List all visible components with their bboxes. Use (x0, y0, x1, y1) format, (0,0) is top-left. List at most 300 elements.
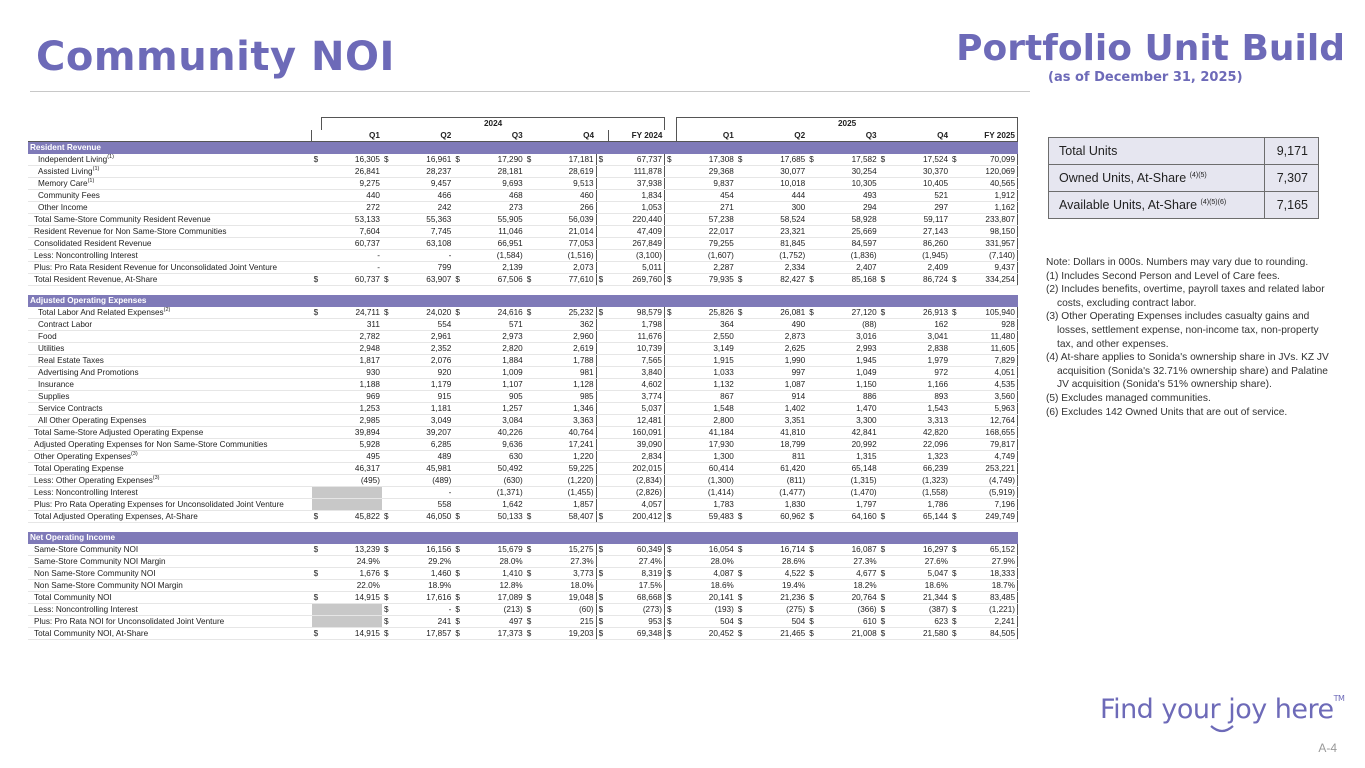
currency-symbol: $ (596, 274, 608, 286)
table-row (28, 238, 1018, 250)
currency-symbol (879, 463, 890, 475)
value-cell: 98,150 (962, 226, 1017, 238)
value-cell: 981 (536, 367, 596, 379)
value-cell: 9,437 (962, 262, 1017, 274)
table-row (28, 511, 1018, 523)
currency-symbol (807, 262, 818, 274)
value-cell: 20,452 (677, 628, 736, 640)
value-cell: 17,373 (465, 628, 525, 640)
value-cell: 4,602 (608, 379, 664, 391)
footnote: (1) Includes Second Person and Level of Care fees. (1046, 270, 1280, 282)
currency-symbol (596, 487, 608, 499)
currency-symbol (736, 475, 747, 487)
currency-symbol (596, 463, 608, 475)
currency-symbol (879, 427, 890, 439)
value-cell: 85,168 (818, 274, 878, 286)
value-cell: 39,090 (608, 439, 664, 451)
currency-symbol (950, 262, 962, 274)
currency-symbol (664, 499, 676, 511)
value-cell: 7,745 (393, 226, 453, 238)
value-cell: 6,285 (393, 439, 453, 451)
currency-symbol (807, 580, 818, 592)
value-cell: 202,015 (608, 463, 664, 475)
value-cell: 3,774 (608, 391, 664, 403)
currency-symbol (312, 238, 322, 250)
currency-symbol (736, 556, 747, 568)
value-cell: 83,485 (962, 592, 1017, 604)
value-cell: 1,323 (890, 451, 950, 463)
row-label-text: Advertising And Promotions (38, 368, 139, 377)
row-label-text: Real Estate Taxes (38, 356, 104, 365)
footnote-ref: (1) (87, 178, 95, 184)
table-row (28, 463, 1018, 475)
value-cell: 2,287 (677, 262, 736, 274)
currency-symbol (382, 226, 393, 238)
currency-symbol (736, 415, 747, 427)
value-cell: - (393, 487, 453, 499)
row-label-text: Food (38, 332, 57, 341)
currency-symbol (453, 556, 464, 568)
currency-symbol (807, 427, 818, 439)
value-cell: 300 (747, 202, 807, 214)
value-cell: 28.0% (677, 556, 736, 568)
currency-symbol (736, 214, 747, 226)
value-cell: 1,676 (322, 568, 382, 580)
value-cell: (60) (536, 604, 596, 616)
currency-symbol: $ (664, 592, 676, 604)
currency-symbol (879, 262, 890, 274)
value-cell: 571 (465, 319, 525, 331)
value-cell: 5,963 (962, 403, 1017, 415)
value-cell: 65,148 (818, 463, 878, 475)
value-cell: 27.4% (608, 556, 664, 568)
value-cell: 42,820 (890, 427, 950, 439)
value-cell: 623 (890, 616, 950, 628)
currency-symbol (807, 178, 818, 190)
section-title: Net Operating Income (30, 533, 116, 542)
table-row (28, 343, 1018, 355)
currency-symbol: $ (596, 544, 608, 556)
value-cell: 11,676 (608, 331, 664, 343)
value-cell: 26,913 (890, 307, 950, 319)
row-label (28, 154, 312, 166)
currency-symbol (525, 556, 536, 568)
value-cell: 521 (890, 190, 950, 202)
value-cell: (213) (465, 604, 525, 616)
currency-symbol: $ (382, 568, 393, 580)
unit-row (1049, 138, 1319, 165)
currency-symbol (736, 391, 747, 403)
value-cell: 105,940 (962, 307, 1017, 319)
row-label (28, 499, 312, 511)
value-cell: 120,069 (962, 166, 1017, 178)
currency-symbol (525, 214, 536, 226)
currency-symbol (312, 178, 322, 190)
currency-symbol: $ (453, 511, 464, 523)
currency-symbol: $ (807, 274, 818, 286)
table-row (28, 427, 1018, 439)
currency-symbol (596, 202, 608, 214)
unit-value: 7,165 (1265, 192, 1319, 219)
currency-symbol: $ (807, 628, 818, 640)
value-cell: 41,810 (747, 427, 807, 439)
currency-symbol (525, 367, 536, 379)
value-cell: 30,077 (747, 166, 807, 178)
value-cell: (489) (393, 475, 453, 487)
row-label-text: Contract Labor (38, 320, 93, 329)
currency-symbol (453, 355, 464, 367)
value-cell: 86,724 (890, 274, 950, 286)
column-header: Q1 (677, 130, 736, 142)
currency-symbol (807, 166, 818, 178)
value-cell: 27.3% (536, 556, 596, 568)
row-label (28, 475, 312, 487)
table-row (28, 202, 1018, 214)
value-cell: 98,579 (608, 307, 664, 319)
value-cell: 67,506 (465, 274, 525, 286)
value-cell: 24,020 (393, 307, 453, 319)
value-cell: 23,321 (747, 226, 807, 238)
value-cell: 273 (465, 202, 525, 214)
value-cell: 331,957 (962, 238, 1017, 250)
value-cell: (1,323) (890, 475, 950, 487)
value-cell: 4,087 (677, 568, 736, 580)
currency-symbol (736, 463, 747, 475)
currency-symbol (950, 355, 962, 367)
currency-symbol: $ (664, 628, 676, 640)
value-cell: 4,749 (962, 451, 1017, 463)
row-label-text: Less: Noncontrolling Interest (34, 251, 138, 260)
currency-symbol (453, 487, 464, 499)
value-cell: 3,840 (608, 367, 664, 379)
currency-symbol (312, 379, 322, 391)
currency-symbol (525, 355, 536, 367)
value-cell: 2,834 (608, 451, 664, 463)
row-label-text: Community Fees (38, 191, 100, 200)
currency-symbol (596, 262, 608, 274)
value-cell (322, 499, 382, 511)
value-cell: 50,133 (465, 511, 525, 523)
value-cell: 1,817 (322, 355, 382, 367)
currency-symbol (596, 355, 608, 367)
value-cell: (275) (747, 604, 807, 616)
table-row (28, 331, 1018, 343)
currency-symbol (950, 415, 962, 427)
currency-symbol: $ (453, 628, 464, 640)
currency-symbol: $ (525, 604, 536, 616)
currency-symbol (382, 499, 393, 511)
value-cell: 12,764 (962, 415, 1017, 427)
row-label-text: All Other Operating Expenses (38, 416, 147, 425)
value-cell: 311 (322, 319, 382, 331)
currency-symbol (664, 379, 676, 391)
value-cell: 60,414 (677, 463, 736, 475)
currency-symbol (664, 331, 676, 343)
currency-symbol: $ (312, 307, 322, 319)
value-cell: 82,427 (747, 274, 807, 286)
value-cell: (1,477) (747, 487, 807, 499)
currency-symbol (312, 580, 322, 592)
value-cell: 2,838 (890, 343, 950, 355)
currency-symbol (664, 487, 676, 499)
currency-symbol: $ (312, 154, 322, 166)
row-label (28, 319, 312, 331)
currency-symbol (950, 403, 962, 415)
currency-symbol (453, 499, 464, 511)
currency-symbol (950, 214, 962, 226)
value-cell: 16,054 (677, 544, 736, 556)
value-cell: 915 (393, 391, 453, 403)
row-label (28, 331, 312, 343)
currency-symbol: $ (807, 511, 818, 523)
value-cell: (3,100) (608, 250, 664, 262)
value-cell: 2,619 (536, 343, 596, 355)
value-cell: 17,308 (677, 154, 736, 166)
value-cell: 269,760 (608, 274, 664, 286)
currency-symbol: $ (736, 274, 747, 286)
value-cell: (1,220) (536, 475, 596, 487)
currency-symbol (596, 403, 608, 415)
value-cell: 7,604 (322, 226, 382, 238)
value-cell: 630 (465, 451, 525, 463)
currency-symbol (382, 367, 393, 379)
value-cell: (1,558) (890, 487, 950, 499)
value-cell: (366) (818, 604, 878, 616)
currency-symbol: $ (664, 544, 676, 556)
currency-symbol (664, 556, 676, 568)
currency-symbol (525, 202, 536, 214)
value-cell: 21,008 (818, 628, 878, 640)
value-cell: 1,220 (536, 451, 596, 463)
page-title: Community NOI (36, 34, 395, 80)
value-cell: 3,313 (890, 415, 950, 427)
value-cell: 15,679 (465, 544, 525, 556)
currency-symbol (382, 262, 393, 274)
footnote: (5) Excludes managed communities. (1046, 392, 1211, 404)
value-cell: 63,907 (393, 274, 453, 286)
currency-symbol (879, 475, 890, 487)
value-cell: 3,773 (536, 568, 596, 580)
value-cell: 28,237 (393, 166, 453, 178)
value-cell: 444 (747, 190, 807, 202)
currency-symbol (525, 451, 536, 463)
currency-symbol: $ (950, 616, 962, 628)
value-cell: 60,962 (747, 511, 807, 523)
value-cell: 9,837 (677, 178, 736, 190)
currency-symbol: $ (807, 568, 818, 580)
value-cell: 558 (393, 499, 453, 511)
value-cell: 495 (322, 451, 382, 463)
value-cell: 27,143 (890, 226, 950, 238)
row-label (28, 274, 312, 286)
unit-value: 7,307 (1265, 165, 1319, 192)
currency-symbol (664, 475, 676, 487)
currency-symbol (525, 379, 536, 391)
currency-symbol (382, 580, 393, 592)
value-cell: 1,402 (747, 403, 807, 415)
currency-symbol: $ (736, 592, 747, 604)
row-label-text: Less: Noncontrolling Interest (34, 605, 138, 614)
value-cell: 60,737 (322, 238, 382, 250)
currency-symbol: $ (596, 592, 608, 604)
value-cell: 215 (536, 616, 596, 628)
value-cell: 20,764 (818, 592, 878, 604)
value-cell: 69,348 (608, 628, 664, 640)
currency-symbol (879, 226, 890, 238)
value-cell: 22,017 (677, 226, 736, 238)
currency-symbol: $ (664, 568, 676, 580)
row-label (28, 367, 312, 379)
currency-symbol (950, 166, 962, 178)
currency-symbol: $ (664, 616, 676, 628)
row-label (28, 250, 312, 262)
currency-symbol (382, 403, 393, 415)
currency-symbol (382, 556, 393, 568)
currency-symbol (312, 367, 322, 379)
row-label (28, 238, 312, 250)
value-cell: 1,315 (818, 451, 878, 463)
value-cell: 64,160 (818, 511, 878, 523)
value-cell: 14,915 (322, 592, 382, 604)
currency-symbol (664, 166, 676, 178)
currency-symbol (664, 451, 676, 463)
unit-label (1049, 192, 1265, 219)
value-cell: 1,257 (465, 403, 525, 415)
value-cell: 39,207 (393, 427, 453, 439)
value-cell: (1,584) (465, 250, 525, 262)
currency-symbol: $ (596, 616, 608, 628)
column-header: Q3 (465, 130, 525, 142)
value-cell: 2,948 (322, 343, 382, 355)
value-cell: 2,960 (536, 331, 596, 343)
value-cell: 3,351 (747, 415, 807, 427)
currency-symbol: $ (950, 604, 962, 616)
unit-label-text: Owned Units, At-Share (1059, 171, 1187, 185)
currency-symbol (807, 463, 818, 475)
currency-symbol: $ (382, 616, 393, 628)
value-cell: 86,260 (890, 238, 950, 250)
value-cell: 45,981 (393, 463, 453, 475)
value-cell: (811) (747, 475, 807, 487)
value-cell: 17,181 (536, 154, 596, 166)
value-cell: 42,841 (818, 427, 878, 439)
unit-label (1049, 138, 1265, 165)
currency-symbol (312, 190, 322, 202)
section-title: Resident Revenue (30, 143, 101, 153)
table-row (28, 556, 1018, 568)
value-cell: 1,884 (465, 355, 525, 367)
currency-symbol (453, 319, 464, 331)
value-cell: 50,492 (465, 463, 525, 475)
value-cell: 1,162 (962, 202, 1017, 214)
currency-symbol: $ (664, 154, 676, 166)
value-cell: 440 (322, 190, 382, 202)
value-cell: 5,011 (608, 262, 664, 274)
currency-symbol (312, 319, 322, 331)
currency-symbol (664, 580, 676, 592)
currency-symbol (382, 319, 393, 331)
value-cell: 460 (536, 190, 596, 202)
value-cell: 20,992 (818, 439, 878, 451)
currency-symbol: $ (453, 544, 464, 556)
currency-symbol (736, 487, 747, 499)
footnote-ref: (3) (130, 451, 138, 457)
unit-label-text: Available Units, At-Share (1059, 198, 1198, 212)
value-cell: 27.9% (962, 556, 1017, 568)
value-cell: (2,826) (608, 487, 664, 499)
value-cell: 3,149 (677, 343, 736, 355)
value-cell: 20,141 (677, 592, 736, 604)
table-row (28, 379, 1018, 391)
value-cell: 2,073 (536, 262, 596, 274)
currency-symbol (596, 427, 608, 439)
value-cell: 66,951 (465, 238, 525, 250)
table-row (28, 154, 1018, 166)
row-label (28, 592, 312, 604)
currency-symbol (950, 391, 962, 403)
row-label-text: Same-Store Community NOI (34, 544, 139, 554)
row-label (28, 427, 312, 439)
table-row (28, 355, 1018, 367)
value-cell: 40,565 (962, 178, 1017, 190)
currency-symbol (879, 190, 890, 202)
currency-symbol (453, 238, 464, 250)
currency-symbol (382, 451, 393, 463)
currency-symbol (596, 391, 608, 403)
currency-symbol: $ (736, 568, 747, 580)
currency-symbol (312, 202, 322, 214)
footnote-ref: (3) (152, 475, 160, 481)
currency-symbol (664, 202, 676, 214)
currency-symbol (807, 238, 818, 250)
table-row (28, 274, 1018, 286)
value-cell: 18.9% (393, 580, 453, 592)
currency-symbol (382, 475, 393, 487)
currency-symbol: $ (879, 604, 890, 616)
value-cell: 25,826 (677, 307, 736, 319)
value-cell: 16,714 (747, 544, 807, 556)
currency-symbol (736, 331, 747, 343)
currency-symbol: $ (382, 604, 393, 616)
currency-symbol (382, 190, 393, 202)
value-cell: 905 (465, 391, 525, 403)
row-label (28, 604, 312, 616)
currency-symbol (382, 343, 393, 355)
currency-symbol: $ (950, 568, 962, 580)
currency-symbol (807, 226, 818, 238)
currency-symbol: $ (664, 511, 676, 523)
section-title: Adjusted Operating Expenses (30, 296, 147, 305)
value-cell: 1,786 (890, 499, 950, 511)
value-cell: 18,333 (962, 568, 1017, 580)
value-cell: 1,912 (962, 190, 1017, 202)
row-label (28, 511, 312, 523)
value-cell: 5,928 (322, 439, 382, 451)
currency-symbol (664, 238, 676, 250)
currency-symbol (950, 556, 962, 568)
value-cell: 9,457 (393, 178, 453, 190)
currency-symbol: $ (312, 592, 322, 604)
value-cell: 10,739 (608, 343, 664, 355)
value-cell: 10,018 (747, 178, 807, 190)
currency-symbol (453, 331, 464, 343)
currency-symbol (664, 391, 676, 403)
value-cell: 1,253 (322, 403, 382, 415)
currency-symbol: $ (382, 628, 393, 640)
value-cell: 1,470 (818, 403, 878, 415)
currency-symbol (382, 202, 393, 214)
currency-symbol (312, 604, 322, 616)
